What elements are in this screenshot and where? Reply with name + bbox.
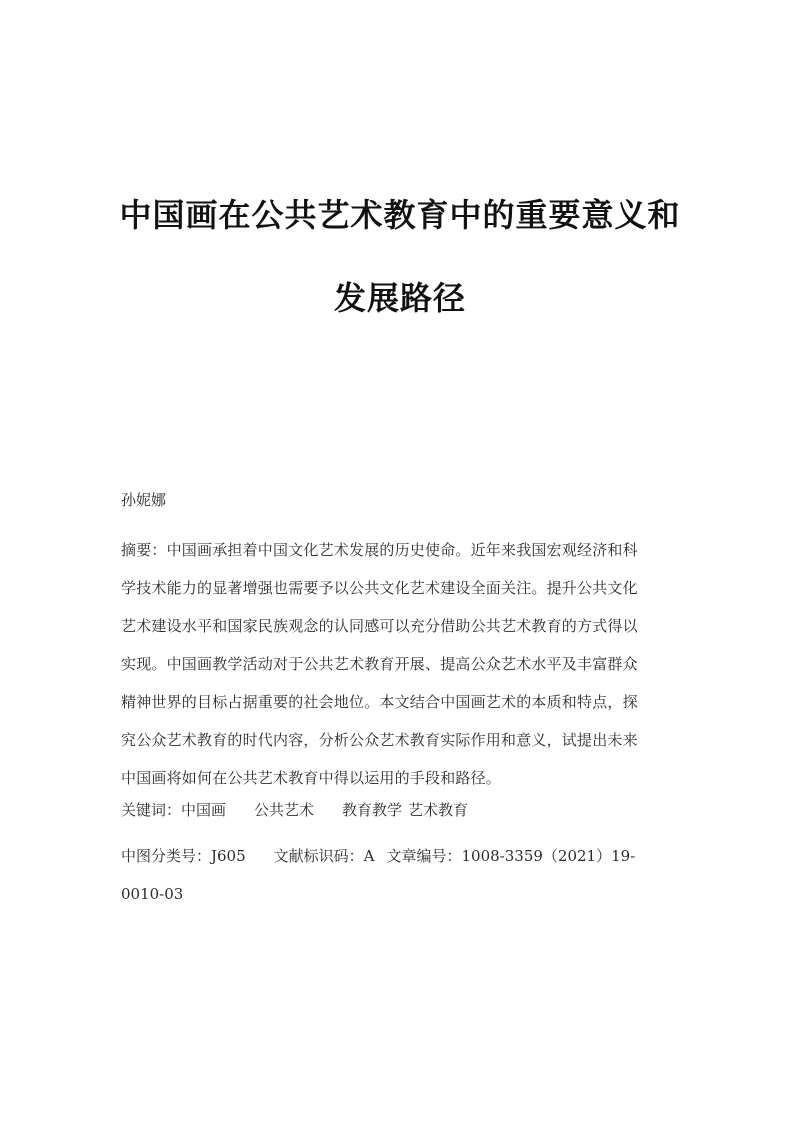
- keyword: 公共艺术: [254, 801, 315, 819]
- paper-title-line-2: 发展路径: [333, 279, 466, 317]
- clc-number: 中图分类号：J605: [121, 847, 246, 865]
- keywords-label: 关键词：: [121, 801, 182, 819]
- abstract-line: 艺术建设水平和国家民族观念的认同感可以充分借助公共艺术教育的方式得以: [121, 617, 638, 635]
- keyword: 中国画: [181, 801, 227, 819]
- abstract-line: 究公众艺术教育的时代内容，分析公众艺术教育实际作用和意义，试提出未来: [121, 731, 638, 749]
- abstract-line: 实现。中国画教学活动对于公共艺术教育开展、提高公众艺术水平及丰富群众: [121, 655, 638, 673]
- abstract-line: 学技术能力的显著增强也需要予以公共文化艺术建设全面关注。提升公共文化: [121, 579, 638, 597]
- keyword: 教育教学: [342, 801, 403, 819]
- keywords: [121, 800, 681, 820]
- classification-info: [121, 846, 681, 904]
- author-name: 孙妮娜: [121, 491, 167, 509]
- paper-title-line-1: 中国画在公共艺术教育中的重要意义和: [119, 196, 681, 234]
- abstract-line: 摘要：中国画承担着中国文化艺术发展的历史使命。近年来我国宏观经济和科: [121, 541, 638, 559]
- article-number: 文章编号：1008-3359（2021）19-: [386, 847, 636, 865]
- abstract-line: 精神世界的目标占据重要的社会地位。本文结合中国画艺术的本质和特点，探: [121, 693, 638, 711]
- paper-body: [121, 493, 681, 904]
- keyword: 艺术教育: [408, 801, 469, 819]
- document-code: 文献标识码：A: [273, 847, 375, 865]
- article-number-continued: 0010-03: [121, 885, 184, 903]
- abstract: [121, 540, 681, 788]
- abstract-line: 中国画将如何在公共艺术教育中得以运用的手段和路径。: [121, 769, 502, 787]
